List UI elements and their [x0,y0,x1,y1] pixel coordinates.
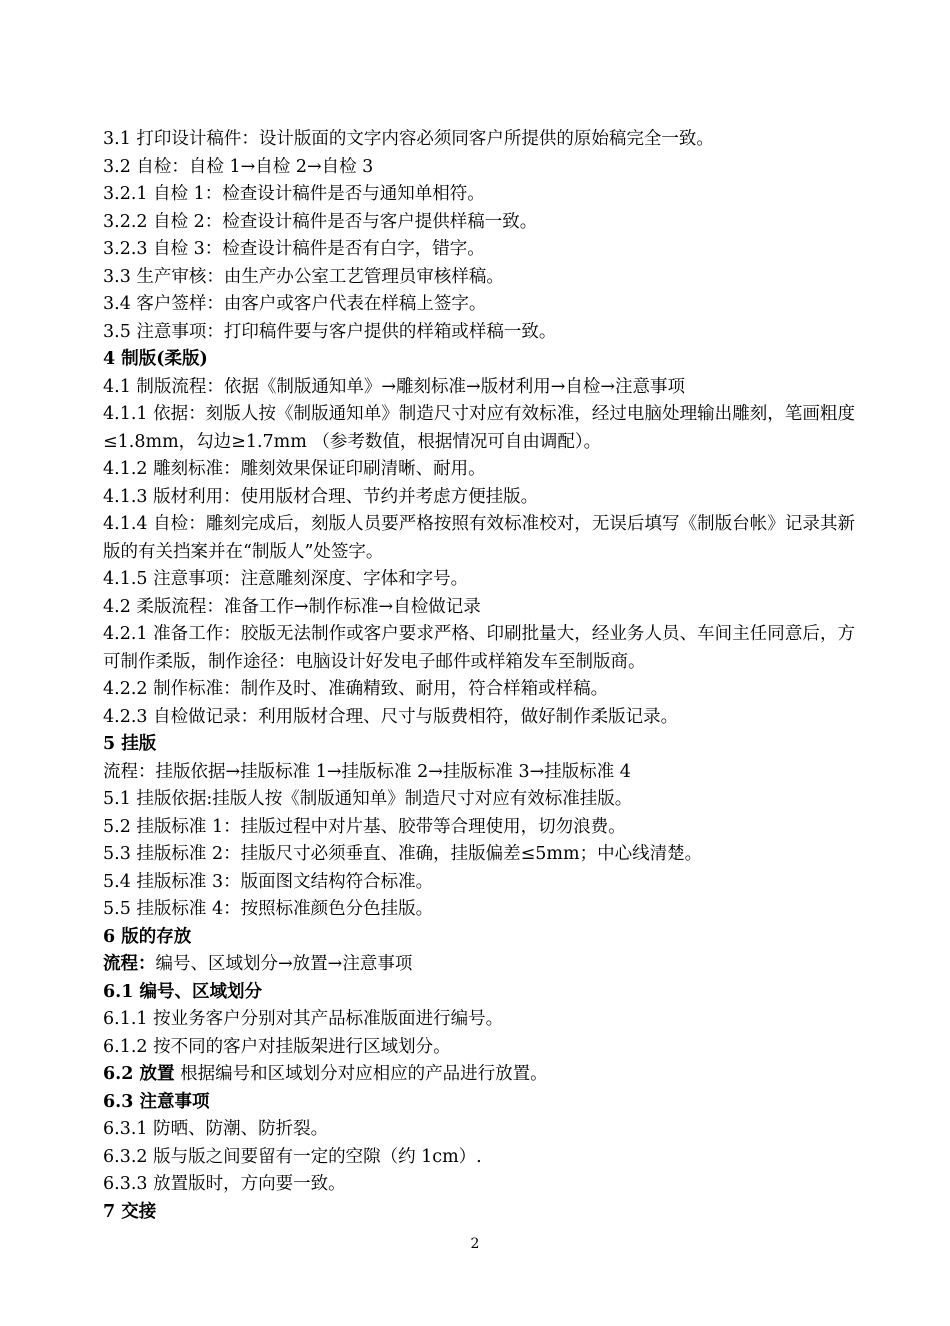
paragraph-6-3-1: 6.3.1 防晒、防潮、防折裂。 [103,1119,329,1139]
paragraph-3-5: 3.5 注意事项：打印稿件要与客户提供的样箱或样稿一致。 [103,321,557,342]
paragraph-3-2-3: 3.2.3 自检 3：检查设计稿件是否有白字，错字。 [103,239,485,259]
paragraph-3-1: 3.1 打印设计稿件：设计版面的文字内容必须同客户所提供的原始稿完全一致。 [103,129,714,149]
subheading-6-2: 6.2 放置 [103,1064,175,1084]
paragraph-3-2: 3.2 自检：自检 1→自检 2→自检 3 [103,156,374,177]
flow-text: 编号、区域划分→放置→注意事项 [155,954,413,974]
paragraph-6-1-1: 6.1.1 按业务客户分别对其产品标准版面进行编号。 [103,1009,504,1029]
section-heading-4: 4 制版(柔版) [103,349,208,369]
paragraph-3-3: 3.3 生产审核：由生产办公室工艺管理员审核样稿。 [103,266,504,287]
paragraph-5-2: 5.2 挂版标准 1：挂版过程中对片基、胶带等合理使用，切勿浪费。 [103,816,626,837]
section-heading-7: 7 交接 [103,1201,157,1222]
paragraph-6-1-2: 6.1.2 按不同的客户对挂版架进行区域划分。 [103,1036,451,1057]
flow-label: 流程： [103,954,156,974]
paragraph-4-2-2: 4.2.2 制作标准：制作及时、准确精致、耐用，符合样箱或样稿。 [103,679,609,699]
subheading-6-3: 6.3 注意事项 [103,1091,210,1112]
paragraph-3-4: 3.4 客户签样：由客户或客户代表在样稿上签字。 [103,294,487,314]
paragraph-3-2-2: 3.2.2 自检 2：检查设计稿件是否与客户提供样稿一致。 [103,211,538,232]
paragraph-5-1: 5.1 挂版依据:挂版人按《制版通知单》制造尺寸对应有效标准挂版。 [103,789,633,809]
paragraph-4-2: 4.2 柔版流程：准备工作→制作标准→自检做记录 [103,596,481,617]
section-heading-5: 5 挂版 [103,734,157,754]
page-number: 2 [470,1236,480,1252]
document-body [103,126,855,1226]
paragraph-6-3-3: 6.3.3 放置版时，方向要一致。 [103,1174,346,1194]
paragraph-3-2-1: 3.2.1 自检 1：检查设计稿件是否与通知单相符。 [103,184,485,204]
paragraph-4-1-2: 4.1.2 雕刻标准：雕刻效果保证印刷清晰、耐用。 [103,459,486,479]
section-heading-6: 6 版的存放 [103,926,192,947]
paragraph-4-1-1: 4.1.1 依据：刻版人按《制版通知单》制造尺寸对应有效标准，经过电脑处理输出雕刻，笔画粗度≤1.8mm，勾边≥1.7mm （参考数值，根据情况可自由调配）。 [103,404,855,452]
paragraph-5-flow: 流程：挂版依据→挂版标准 1→挂版标准 2→挂版标准 3→挂版标准 4 [103,761,631,782]
paragraph-6-2-text: 根据编号和区域划分对应相应的产品进行放置。 [174,1064,548,1084]
paragraph-6-2 [103,1061,855,1089]
paragraph-4-1: 4.1 制版流程：依据《制版通知单》→雕刻标准→版材利用→自检→注意事项 [103,376,686,397]
paragraph-4-1-3: 4.1.3 版材利用：使用版材合理、节约并考虑方便挂版。 [103,486,539,507]
paragraph-4-2-3: 4.2.3 自检做记录：利用版材合理、尺寸与版费相符，做好制作柔版记录。 [103,706,679,727]
paragraph-6-3-2: 6.3.2 版与版之间要留有一定的空隙（约 1cm）. [103,1146,482,1167]
paragraph-5-5: 5.5 挂版标准 4：按照标准颜色分色挂版。 [103,899,434,919]
paragraph-4-2-1: 4.2.1 准备工作：胶版无法制作或客户要求严格、印刷批量大，经业务人员、车间主任同意后，方可制作柔版，制作途径：电脑设计好发电子邮件或样箱发车至制版商。 [103,624,855,672]
paragraph-4-1-4: 4.1.4 自检：雕刻完成后，刻版人员要严格按照有效标准校对，无误后填写《制版台帐》记录其新版的有关挡案并在“制版人”处签字。 [103,514,855,562]
subheading-6-1: 6.1 编号、区域划分 [103,981,263,1002]
paragraph-5-4: 5.4 挂版标准 3：版面图文结构符合标准。 [103,871,434,892]
paragraph-4-1-5: 4.1.5 注意事项：注意雕刻深度、字体和字号。 [103,569,469,589]
paragraph-6-flow [103,951,855,979]
paragraph-5-3: 5.3 挂版标准 2：挂版尺寸必须垂直、准确，挂版偏差≤5mm；中心线清楚。 [103,844,703,864]
